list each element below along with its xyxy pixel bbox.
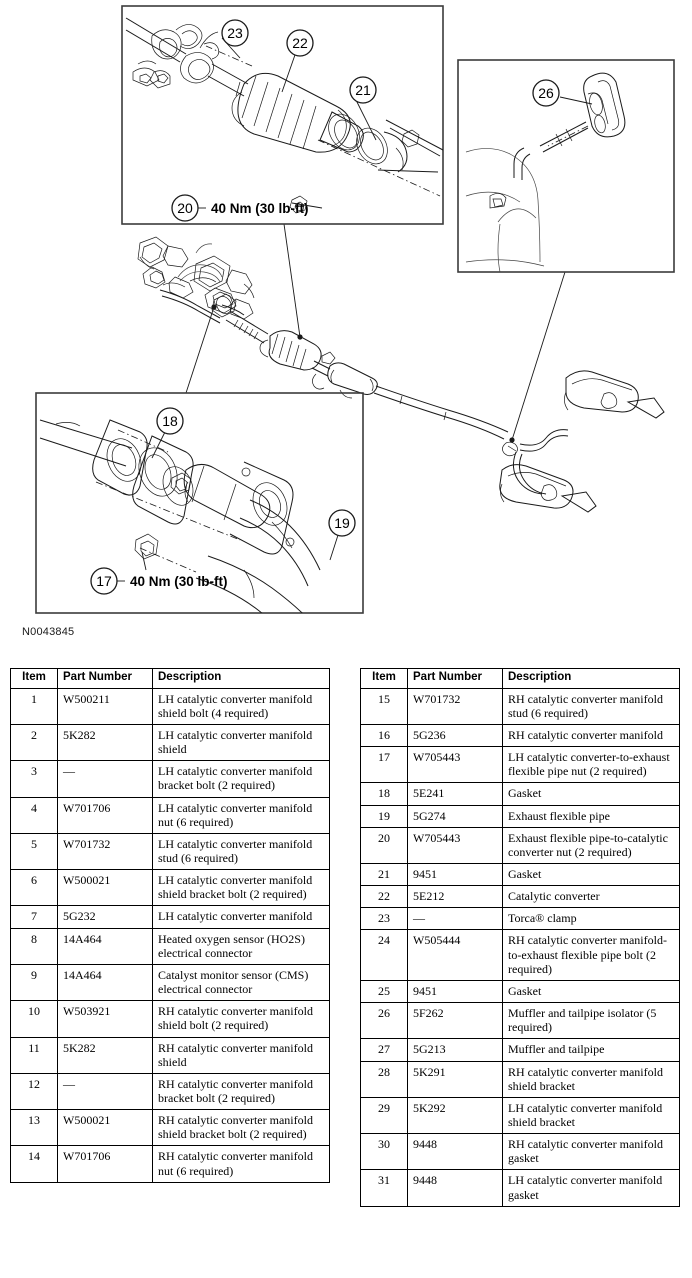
detail-box-isolator xyxy=(458,60,674,272)
cell-part-number: — xyxy=(408,908,503,930)
cell-description: RH catalytic converter manifold shield bolt (2 required) xyxy=(153,1001,330,1037)
rh-muffler xyxy=(564,371,664,418)
cell-item: 7 xyxy=(11,906,58,928)
table-row xyxy=(11,928,330,964)
parts-table-right xyxy=(360,668,680,1207)
table-row xyxy=(361,1097,680,1133)
cell-item: 3 xyxy=(11,761,58,797)
cell-description: LH catalytic converter manifold stud (6 required) xyxy=(153,833,330,869)
cell-item: 25 xyxy=(361,980,408,1002)
cell-description: RH catalytic converter manifold shield bracket xyxy=(503,1061,680,1097)
callout-22-label: 22 xyxy=(292,35,308,51)
cell-item: 30 xyxy=(361,1134,408,1170)
cell-part-number: 5K282 xyxy=(58,1037,153,1073)
cell-part-number: W701732 xyxy=(408,688,503,724)
callout-21 xyxy=(350,77,376,140)
cell-item: 2 xyxy=(11,724,58,760)
figure-id: N0043845 xyxy=(22,626,75,638)
cell-item: 29 xyxy=(361,1097,408,1133)
cell-description: LH catalytic converter manifold bracket bolt (2 required) xyxy=(153,761,330,797)
table-row xyxy=(361,1061,680,1097)
table-row xyxy=(11,833,330,869)
cell-description: LH catalytic converter manifold shield bracket bolt (2 required) xyxy=(153,870,330,906)
cell-part-number: 9451 xyxy=(408,980,503,1002)
cell-description: LH catalytic converter manifold shield xyxy=(153,724,330,760)
cell-part-number: 5K282 xyxy=(58,724,153,760)
table-row xyxy=(361,1134,680,1170)
cell-description: RH catalytic converter manifold gasket xyxy=(503,1134,680,1170)
cell-description: Torca® clamp xyxy=(503,908,680,930)
table-row xyxy=(361,1003,680,1039)
table-row xyxy=(361,688,680,724)
cell-part-number: 5G213 xyxy=(408,1039,503,1061)
parts-table-left xyxy=(10,668,330,1183)
table-row xyxy=(11,1146,330,1182)
cell-item: 22 xyxy=(361,886,408,908)
callout-26-label: 26 xyxy=(538,85,554,101)
callout-21-label: 21 xyxy=(355,82,371,98)
cell-item: 21 xyxy=(361,863,408,885)
cell-description: RH catalytic converter manifold xyxy=(503,724,680,746)
cell-description: Muffler and tailpipe xyxy=(503,1039,680,1061)
cell-part-number: W505444 xyxy=(408,930,503,980)
table-row xyxy=(11,1073,330,1109)
table-row xyxy=(361,863,680,885)
catalytic-converter-body xyxy=(260,331,321,370)
column-header-item: Item xyxy=(11,669,58,689)
cell-part-number: W500021 xyxy=(58,870,153,906)
cell-description: LH catalytic converter manifold gasket xyxy=(503,1170,680,1206)
cell-part-number: W701706 xyxy=(58,1146,153,1182)
column-header-item: Item xyxy=(361,669,408,689)
cell-part-number: W705443 xyxy=(408,747,503,783)
cell-item: 24 xyxy=(361,930,408,980)
cell-description: Catalyst monitor sensor (CMS) electrical connector xyxy=(153,964,330,1000)
cell-item: 15 xyxy=(361,688,408,724)
cell-item: 31 xyxy=(361,1170,408,1206)
cell-item: 16 xyxy=(361,724,408,746)
table-row xyxy=(361,827,680,863)
table-row xyxy=(361,747,680,783)
table-row xyxy=(361,805,680,827)
cell-part-number: — xyxy=(58,1073,153,1109)
cell-item: 9 xyxy=(11,964,58,1000)
cell-item: 20 xyxy=(361,827,408,863)
cell-description: LH catalytic converter manifold shield bolt (4 required) xyxy=(153,688,330,724)
table-row xyxy=(361,908,680,930)
cell-part-number: W503921 xyxy=(58,1001,153,1037)
cell-description: LH catalytic converter manifold nut (6 required) xyxy=(153,797,330,833)
column-header-description: Description xyxy=(153,669,330,689)
cell-part-number: 5E212 xyxy=(408,886,503,908)
callout-18 xyxy=(152,408,183,458)
cell-item: 4 xyxy=(11,797,58,833)
cell-part-number: 9451 xyxy=(408,863,503,885)
torque-spec-17: 40 Nm (30 lb-ft) xyxy=(130,574,228,589)
column-header-part-number: Part Number xyxy=(58,669,153,689)
table-row xyxy=(361,980,680,1002)
cell-description: RH catalytic converter manifold shield bracket bolt (2 required) xyxy=(153,1110,330,1146)
detail-box-converter xyxy=(122,6,443,224)
cell-item: 8 xyxy=(11,928,58,964)
detail-leader-lines xyxy=(186,224,565,440)
table-row xyxy=(11,724,330,760)
table-row xyxy=(11,1110,330,1146)
cell-item: 27 xyxy=(361,1039,408,1061)
callout-17-label: 17 xyxy=(96,573,112,589)
cell-description: Gasket xyxy=(503,980,680,1002)
callout-20 xyxy=(172,195,322,221)
cell-item: 10 xyxy=(11,1001,58,1037)
cell-description: LH catalytic converter manifold xyxy=(153,906,330,928)
cell-part-number: W705443 xyxy=(408,827,503,863)
cell-part-number: 9448 xyxy=(408,1170,503,1206)
callout-19 xyxy=(329,510,355,560)
cell-item: 14 xyxy=(11,1146,58,1182)
callout-26 xyxy=(533,80,592,106)
cell-part-number: W500021 xyxy=(58,1110,153,1146)
table-row xyxy=(11,797,330,833)
cell-part-number: W701732 xyxy=(58,833,153,869)
table-row xyxy=(11,761,330,797)
cell-part-number: 5F262 xyxy=(408,1003,503,1039)
table-row xyxy=(11,688,330,724)
cell-part-number: 5G236 xyxy=(408,724,503,746)
callout-17 xyxy=(91,552,228,594)
cell-description: LH catalytic converter manifold shield bracket xyxy=(503,1097,680,1133)
callout-23-label: 23 xyxy=(227,25,243,41)
torque-spec-20: 40 Nm (30 lb-ft) xyxy=(211,201,309,216)
table-row xyxy=(11,906,330,928)
cell-item: 23 xyxy=(361,908,408,930)
cell-description: RH catalytic converter manifold stud (6 required) xyxy=(503,688,680,724)
cell-part-number: 5G274 xyxy=(408,805,503,827)
table-row xyxy=(361,783,680,805)
cell-item: 28 xyxy=(361,1061,408,1097)
cell-description: LH catalytic converter-to-exhaust flexible pipe nut (2 required) xyxy=(503,747,680,783)
table-header-row xyxy=(11,669,330,689)
cell-part-number: 5E241 xyxy=(408,783,503,805)
callout-18-label: 18 xyxy=(162,413,178,429)
cell-item: 18 xyxy=(361,783,408,805)
column-header-part-number: Part Number xyxy=(408,669,503,689)
table-row xyxy=(361,886,680,908)
main-exhaust-assembly xyxy=(138,237,664,512)
cell-item: 1 xyxy=(11,688,58,724)
table-row xyxy=(11,870,330,906)
table-header-row xyxy=(361,669,680,689)
callout-19-label: 19 xyxy=(334,515,350,531)
cell-part-number: — xyxy=(58,761,153,797)
cell-description: RH catalytic converter manifold-to-exhaust flexible pipe bolt (2 required) xyxy=(503,930,680,980)
cell-description: Catalytic converter xyxy=(503,886,680,908)
cell-description: Muffler and tailpipe isolator (5 required) xyxy=(503,1003,680,1039)
cell-part-number: 14A464 xyxy=(58,964,153,1000)
column-header-description: Description xyxy=(503,669,680,689)
cell-description: RH catalytic converter manifold nut (6 required) xyxy=(153,1146,330,1182)
cell-part-number: 14A464 xyxy=(58,928,153,964)
table-row xyxy=(361,1170,680,1206)
cell-description: Exhaust flexible pipe xyxy=(503,805,680,827)
cell-item: 11 xyxy=(11,1037,58,1073)
cell-item: 12 xyxy=(11,1073,58,1109)
cell-part-number: W500211 xyxy=(58,688,153,724)
table-row xyxy=(11,1001,330,1037)
cell-part-number: 5K291 xyxy=(408,1061,503,1097)
cell-part-number: 5K292 xyxy=(408,1097,503,1133)
table-row xyxy=(11,1037,330,1073)
cell-item: 17 xyxy=(361,747,408,783)
cell-item: 19 xyxy=(361,805,408,827)
cell-description: RH catalytic converter manifold bracket bolt (2 required) xyxy=(153,1073,330,1109)
cell-description: Heated oxygen sensor (HO2S) electrical connector xyxy=(153,928,330,964)
cell-part-number: 9448 xyxy=(408,1134,503,1170)
detail-box-flexible-pipe xyxy=(36,393,363,652)
table-row xyxy=(361,1039,680,1061)
table-row xyxy=(11,964,330,1000)
parts-table-left-body xyxy=(11,688,330,1182)
cell-item: 5 xyxy=(11,833,58,869)
cell-description: Exhaust flexible pipe-to-catalytic converter nut (2 required) xyxy=(503,827,680,863)
cell-description: Gasket xyxy=(503,783,680,805)
cell-item: 26 xyxy=(361,1003,408,1039)
callout-23 xyxy=(222,20,248,58)
cell-item: 13 xyxy=(11,1110,58,1146)
cell-part-number: W701706 xyxy=(58,797,153,833)
table-row xyxy=(361,724,680,746)
table-row xyxy=(361,930,680,980)
cell-item: 6 xyxy=(11,870,58,906)
callout-20-label: 20 xyxy=(177,200,193,216)
parts-table-right-body xyxy=(361,688,680,1206)
cell-part-number: 5G232 xyxy=(58,906,153,928)
cell-description: Gasket xyxy=(503,863,680,885)
callout-22 xyxy=(282,30,313,92)
cell-description: RH catalytic converter manifold shield xyxy=(153,1037,330,1073)
